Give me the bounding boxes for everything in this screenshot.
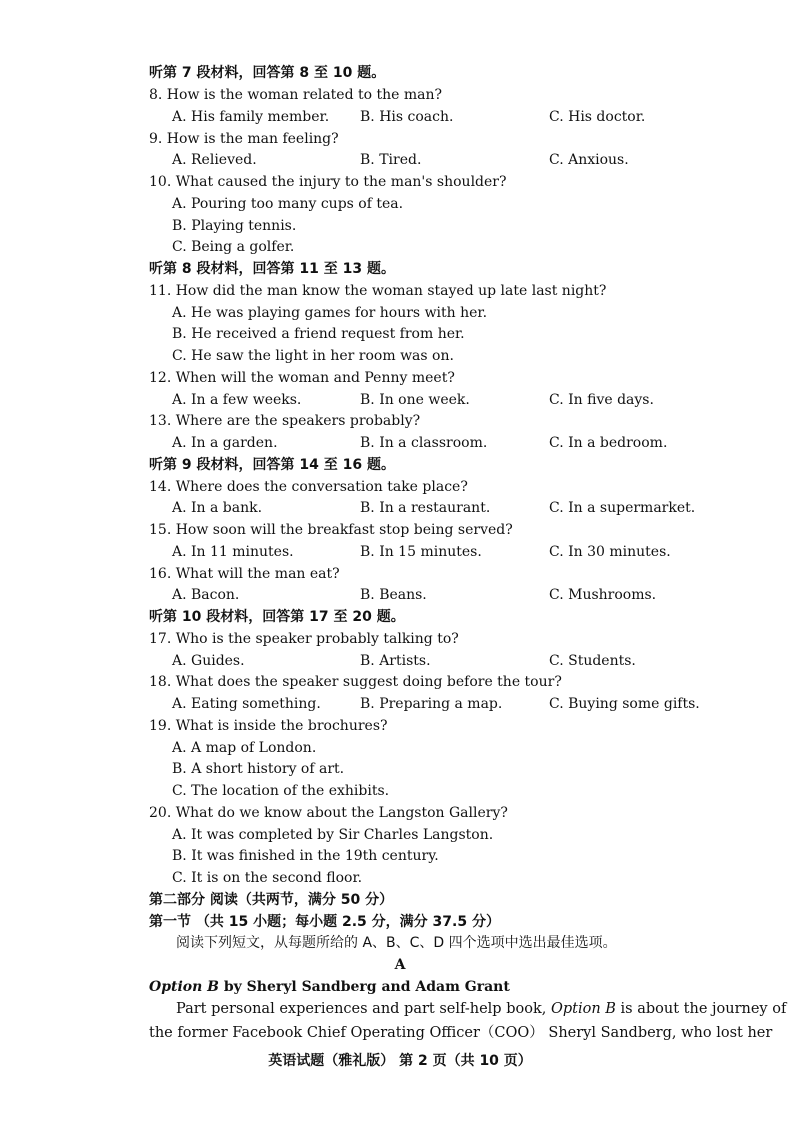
passage-letter: A xyxy=(394,957,406,973)
question-8-option-c: C. His doctor. xyxy=(549,109,646,125)
question-15-option-b: B. In 15 minutes. xyxy=(360,544,482,560)
question-12-option-a: A. In a few weeks. xyxy=(172,392,302,408)
question-20-option-b: B. It was finished in the 19th century. xyxy=(172,848,439,864)
question-18-option-a: A. Eating something. xyxy=(172,696,321,712)
question-9-option-a: A. Relieved. xyxy=(172,152,257,168)
question-19-stem: 19. What is inside the brochures? xyxy=(149,718,388,734)
section-instruction-10: 听第 10 段材料，回答第 17 至 20 题。 xyxy=(149,609,405,625)
passage-book-title: Option B xyxy=(550,1001,616,1017)
question-16-option-c: C. Mushrooms. xyxy=(549,587,657,603)
question-17-option-a: A. Guides. xyxy=(172,653,245,669)
question-10-option-b: B. Playing tennis. xyxy=(172,218,297,234)
section-one-heading: 第一节 （共 15 小题；每小题 2.5 分，满分 37.5 分） xyxy=(149,914,500,930)
question-8-option-b: B. His coach. xyxy=(360,109,454,125)
question-17-option-c: C. Students. xyxy=(549,653,636,669)
part-two-heading: 第二部分 阅读（共两节，满分 50 分） xyxy=(149,892,394,908)
question-13-option-b: B. In a classroom. xyxy=(360,435,488,451)
passage-line-1 xyxy=(176,1000,786,1018)
question-12-stem: 12. When will the woman and Penny meet? xyxy=(149,370,455,386)
question-19-option-b: B. A short history of art. xyxy=(172,761,345,777)
question-16-stem: 16. What will the man eat? xyxy=(149,566,340,582)
question-14-option-c: C. In a supermarket. xyxy=(549,500,696,516)
page-footer: 英语试题（雅礼版） 第 2 页（共 10 页） xyxy=(268,1053,532,1069)
section-instruction-8: 听第 8 段材料，回答第 11 至 13 题。 xyxy=(149,261,395,277)
question-9-stem: 9. How is the man feeling? xyxy=(149,131,339,147)
question-19-option-c: C. The location of the exhibits. xyxy=(172,783,390,799)
question-8-stem: 8. How is the woman related to the man? xyxy=(149,87,443,103)
passage-title-book: Option B xyxy=(149,979,219,995)
section-instruction-9: 听第 9 段材料，回答第 14 至 16 题。 xyxy=(149,457,395,473)
question-9-option-b: B. Tired. xyxy=(360,152,422,168)
question-18-option-b: B. Preparing a map. xyxy=(360,696,503,712)
question-14-option-b: B. In a restaurant. xyxy=(360,500,491,516)
question-11-option-a: A. He was playing games for hours with her. xyxy=(172,305,488,321)
question-19-option-a: A. A map of London. xyxy=(172,740,317,756)
question-16-option-b: B. Beans. xyxy=(360,587,427,603)
question-10-option-a: A. Pouring too many cups of tea. xyxy=(172,196,404,212)
passage-line-1-end: is about the journey of xyxy=(615,1001,787,1017)
question-11-option-b: B. He received a friend request from her. xyxy=(172,326,465,342)
question-15-option-c: C. In 30 minutes. xyxy=(549,544,671,560)
question-20-option-c: C. It is on the second floor. xyxy=(172,870,363,886)
question-9-option-c: C. Anxious. xyxy=(549,152,629,168)
question-14-stem: 14. Where does the conversation take place? xyxy=(149,479,468,495)
question-12-option-b: B. In one week. xyxy=(360,392,470,408)
question-17-stem: 17. Who is the speaker probably talking to? xyxy=(149,631,459,647)
question-11-option-c: C. He saw the light in her room was on. xyxy=(172,348,454,364)
question-16-option-a: A. Bacon. xyxy=(172,587,240,603)
passage-title-authors: by Sheryl Sandberg and Adam Grant xyxy=(219,979,510,995)
question-10-stem: 10. What caused the injury to the man's shoulder? xyxy=(149,174,507,190)
question-18-stem: 18. What does the speaker suggest doing before the tour? xyxy=(149,674,562,690)
question-8-option-a: A. His family member. xyxy=(172,109,330,125)
question-13-option-a: A. In a garden. xyxy=(172,435,278,451)
question-12-option-c: C. In five days. xyxy=(549,392,654,408)
question-14-option-a: A. In a bank. xyxy=(172,500,263,516)
question-13-stem: 13. Where are the speakers probably? xyxy=(149,413,421,429)
passage-line-2: the former Facebook Chief Operating Officer（COO） Sheryl Sandberg, who lost her xyxy=(149,1025,773,1041)
passage-line-1-start: Part personal experiences and part self-help book, xyxy=(176,1001,551,1017)
question-13-option-c: C. In a bedroom. xyxy=(549,435,668,451)
question-15-option-a: A. In 11 minutes. xyxy=(172,544,294,560)
question-20-stem: 20. What do we know about the Langston Gallery? xyxy=(149,805,508,821)
question-17-option-b: B. Artists. xyxy=(360,653,431,669)
question-10-option-c: C. Being a golfer. xyxy=(172,239,295,255)
question-15-stem: 15. How soon will the breakfast stop being served? xyxy=(149,522,513,538)
question-20-option-a: A. It was completed by Sir Charles Langston. xyxy=(172,827,494,843)
section-instruction-7: 听第 7 段材料，回答第 8 至 10 题。 xyxy=(149,65,386,81)
reading-instruction: 阅读下列短文，从每题所给的 A、B、C、D 四个选项中选出最佳选项。 xyxy=(176,935,617,951)
question-18-option-c: C. Buying some gifts. xyxy=(549,696,700,712)
question-11-stem: 11. How did the man know the woman stayed up late last night? xyxy=(149,283,607,299)
passage-title xyxy=(149,978,510,996)
